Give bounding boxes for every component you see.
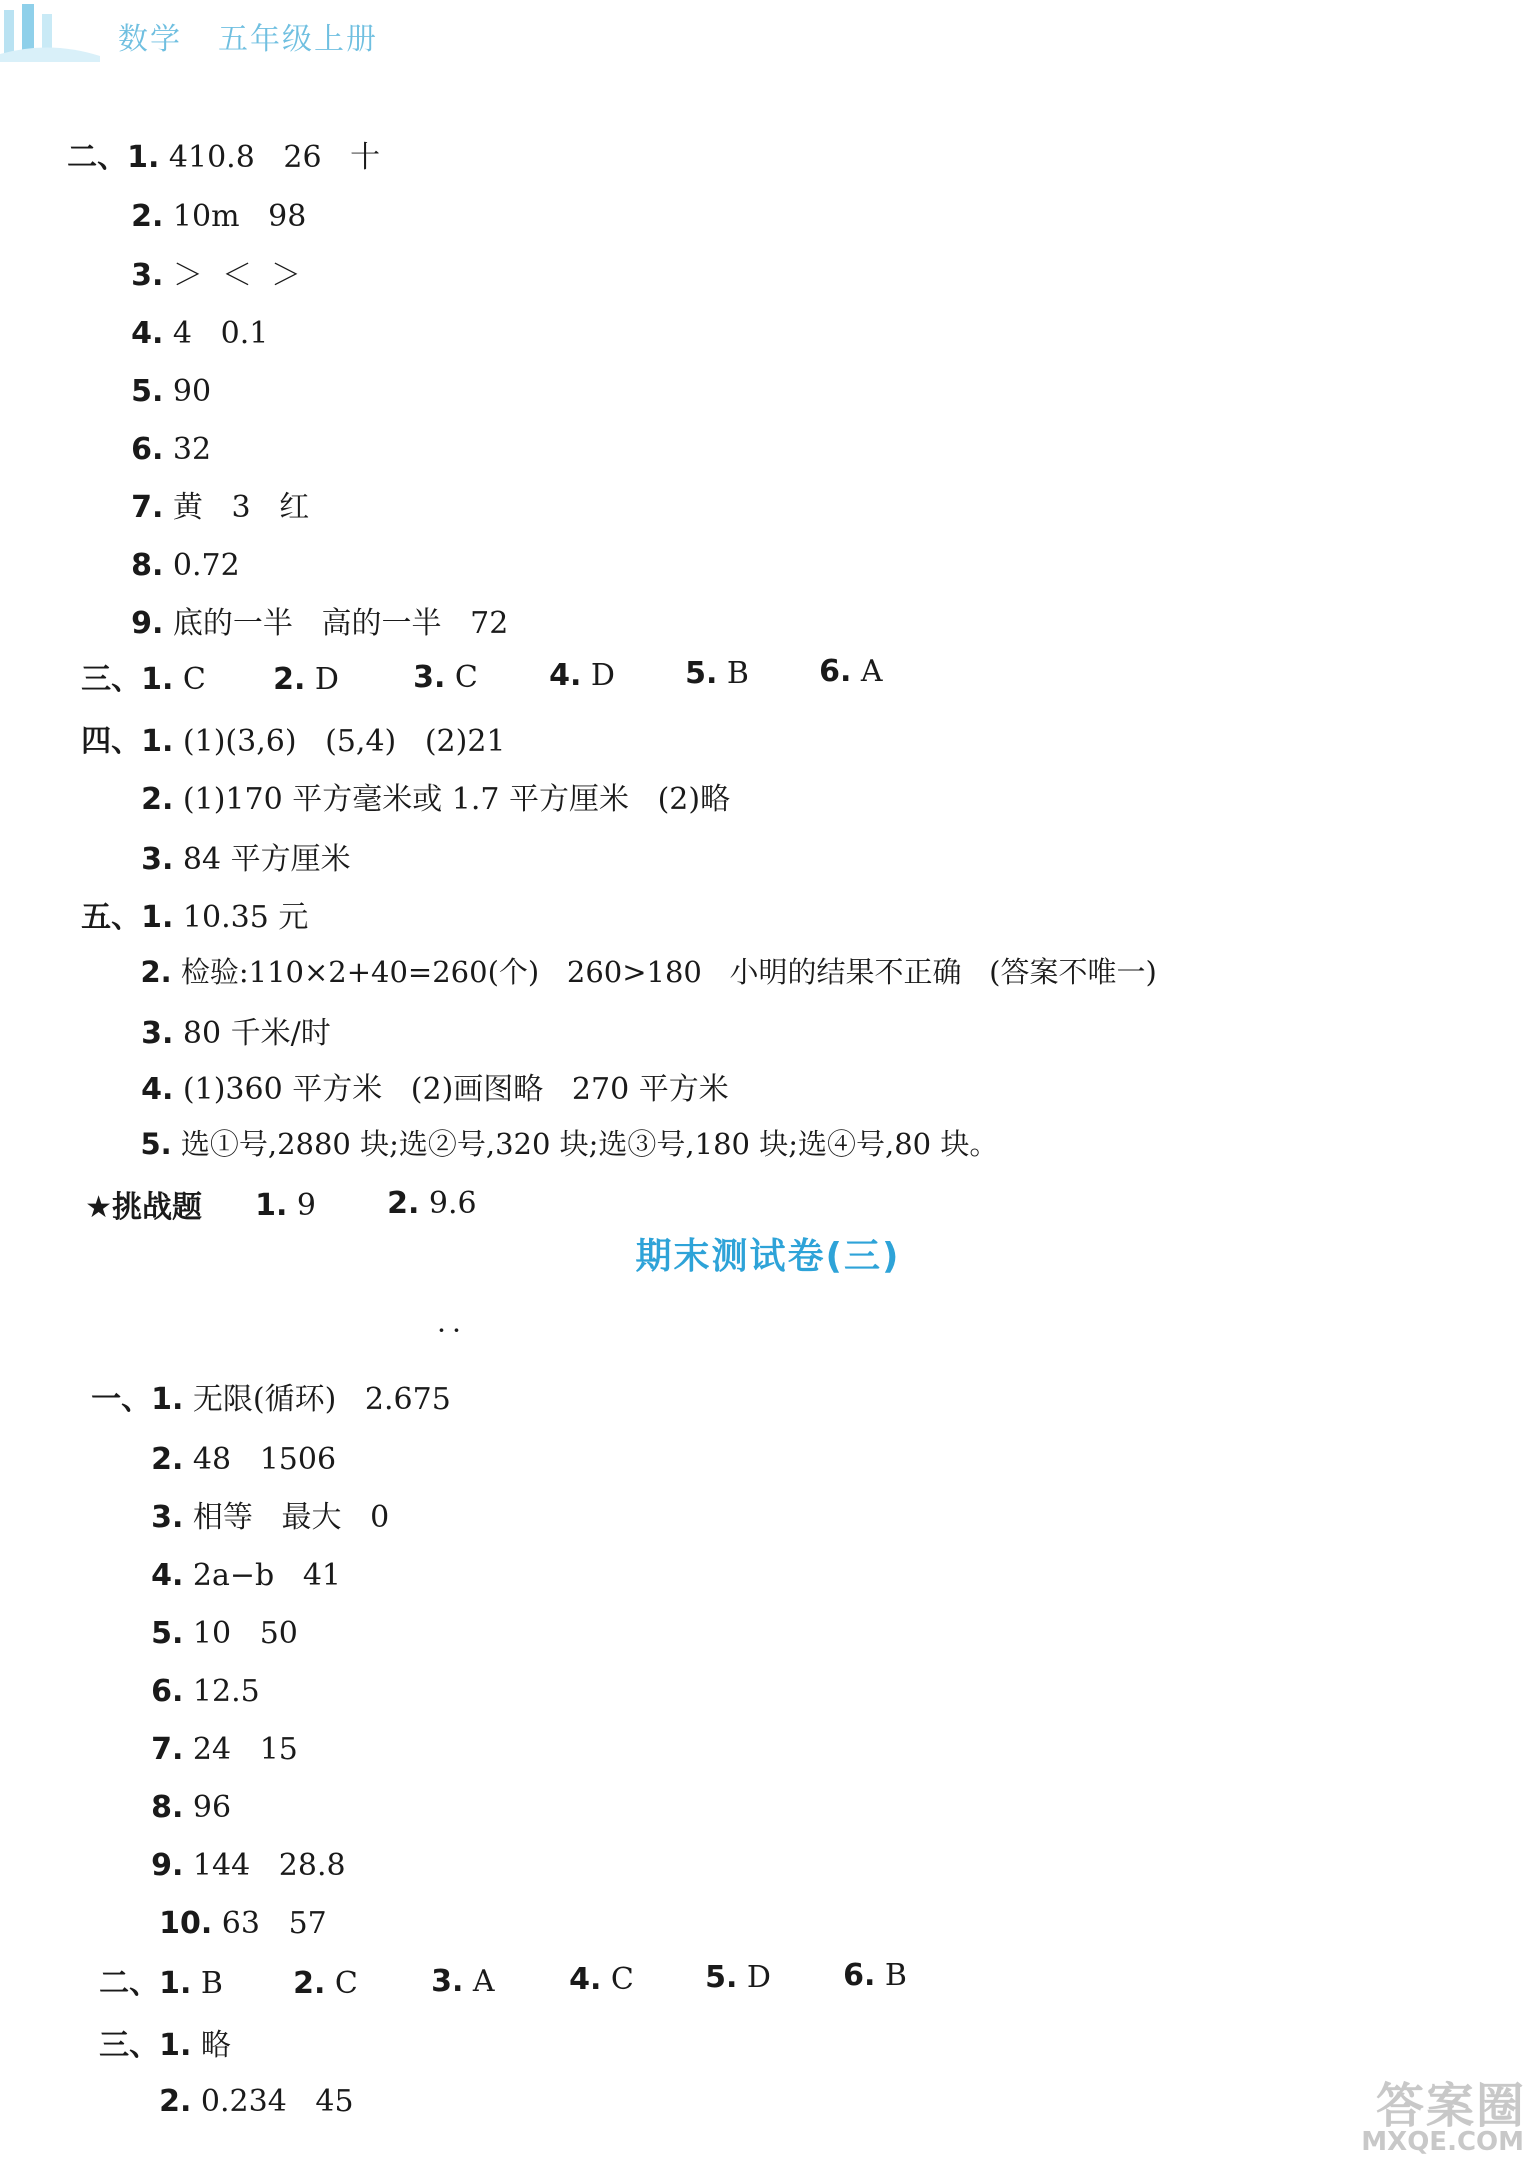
challenge-answer [368,1150,477,1222]
item-number: 6. [151,1674,184,1709]
repeating-decimal-dots: ·· [438,1318,468,1342]
item-answer: 10.35 元 [182,900,309,935]
item-answer: 0.72 [172,548,240,583]
item-number: 2. [151,1442,184,1477]
challenge-label: ★挑战题 [85,1190,202,1225]
item-number: 9. [131,606,164,641]
item-answer: B [200,1966,223,2001]
item-answer: A [860,654,883,689]
section-label: 二、 [99,1966,160,2001]
item-number: 9. [151,1848,184,1883]
item-number: 2. [387,1186,420,1221]
item-number: 5. [705,1960,738,1995]
item-number: 4. [141,1072,174,1107]
challenge-answer [236,1152,316,1224]
item-number: 2. [141,782,174,817]
item-answer: 9 [296,1188,316,1223]
item-answer: D [590,658,615,693]
item-number: 1. [141,900,174,935]
item-answer: C [182,662,206,697]
watermark-text: 答案圈 [1375,2078,1526,2134]
item-number: 4. [549,658,582,693]
item-answer: 96 [192,1790,232,1825]
item-answer: 410.8 26 十 [168,140,381,175]
section-label: 四、 [81,724,142,759]
mc-answer [666,620,749,692]
item-answer: C [454,660,478,695]
section-label: 三、 [81,662,142,697]
item-number: 1. [151,1382,184,1417]
header-title [118,14,378,58]
item-number: 6. [819,654,852,689]
item-number: 3. [431,1964,464,1999]
item-answer: 选①号,2880 块;选②号,320 块;选③号,180 块;选④号,80 块。 [180,1127,999,1161]
item-number: 3. [141,1016,174,1051]
item-number: 2. [140,955,172,989]
item-answer: 略 [200,2028,231,2063]
item-answer: 24 15 [192,1732,298,1767]
mc-answer [686,1924,771,1996]
item-number: 3. [151,1500,184,1535]
item-number: 1. [255,1188,288,1223]
section-label: 二、 [67,140,128,175]
page-header [0,0,520,62]
item-answer: 10m 98 [172,199,307,234]
item-answer: 80 千米/时 [182,1016,331,1051]
item-answer: (1)(3,6) (5,4) (2)21 [182,724,506,759]
item-answer: (1)360 平方米 (2)画图略 270 平方米 [182,1072,729,1107]
header-grade: 五年级上册 [218,22,378,57]
item-number: 5. [151,1616,184,1651]
item-number: 3. [131,258,164,293]
item-number: 10. [159,1906,213,1941]
item-answer: 32 [172,432,212,467]
section-label: 五、 [81,900,142,935]
item-number: 6. [843,1958,876,1993]
item-answer: C [610,1962,634,1997]
item-answer: 相等 最大 0 [192,1500,390,1535]
item-answer: 检验:110×2+40=260(个) 260>180 小明的结果不正确 (答案不唯一) [180,955,1157,989]
item-number: 1. [141,724,174,759]
answer-line [140,2048,354,2120]
item-answer: 黄 3 红 [172,490,310,525]
item-number: 2. [293,1966,326,2001]
item-answer: D [746,1960,771,1995]
mc-answer [550,1926,634,1998]
item-number: 2. [159,2084,192,2119]
item-answer: 0.234 45 [200,2084,354,2119]
item-answer: 9.6 [428,1186,477,1221]
item-number: 3. [413,660,446,695]
item-number: 1. [159,1966,192,2001]
item-number: 3. [141,842,174,877]
item-answer: 2a−b 41 [192,1558,342,1593]
item-number: 4. [151,1558,184,1593]
item-answer: 90 [172,374,212,409]
item-answer: C [334,1966,358,2001]
item-number: 7. [131,490,164,525]
item-answer: A [472,1964,495,1999]
section-heading: 期末测试卷(三) [635,1236,901,1277]
item-answer: 48 1506 [192,1442,337,1477]
item-number: 1. [141,662,174,697]
item-number: 5. [140,1127,172,1161]
item-number: 2. [273,662,306,697]
item-number: 1. [159,2028,192,2063]
mc-answer [274,1930,358,2002]
item-answer: 144 28.8 [192,1848,346,1883]
item-number: 2. [131,199,164,234]
mc-answer [530,622,615,694]
section-label: 三、 [99,2028,160,2063]
item-answer: 无限(循环) 2.675 [192,1382,451,1417]
header-subject: 数学 [118,22,182,57]
item-number: 4. [131,316,164,351]
item-answer: 10 50 [192,1616,298,1651]
item-answer: D [314,662,339,697]
mc-answer [394,624,478,696]
item-answer: ＞ ＜ ＞ [172,258,302,293]
item-answer: 底的一半 高的一半 72 [172,606,509,641]
item-number: 8. [131,548,164,583]
item-number: 1. [127,140,160,175]
item-answer: B [726,656,749,691]
header-decoration-icon [0,0,100,62]
mc-answer [412,1928,495,2000]
item-number: 8. [151,1790,184,1825]
item-number: 5. [685,656,718,691]
item-answer: (1)170 平方毫米或 1.7 平方厘米 (2)略 [182,782,731,817]
item-answer: 12.5 [192,1674,260,1709]
item-answer: 4 0.1 [172,316,269,351]
item-answer: B [884,1958,907,1993]
item-answer: 63 57 [221,1906,327,1941]
challenge-line [66,1154,202,1226]
item-number: 5. [131,374,164,409]
watermark-logo [1326,2067,1526,2157]
watermark-url: MXQE.COM [1361,2127,1524,2157]
mc-answer [800,618,883,690]
item-number: 6. [131,432,164,467]
mc-answer [824,1922,907,1994]
item-answer: 84 平方厘米 [182,842,351,877]
item-number: 4. [569,1962,602,1997]
item-number: 7. [151,1732,184,1767]
section-label: 一、 [91,1382,152,1417]
